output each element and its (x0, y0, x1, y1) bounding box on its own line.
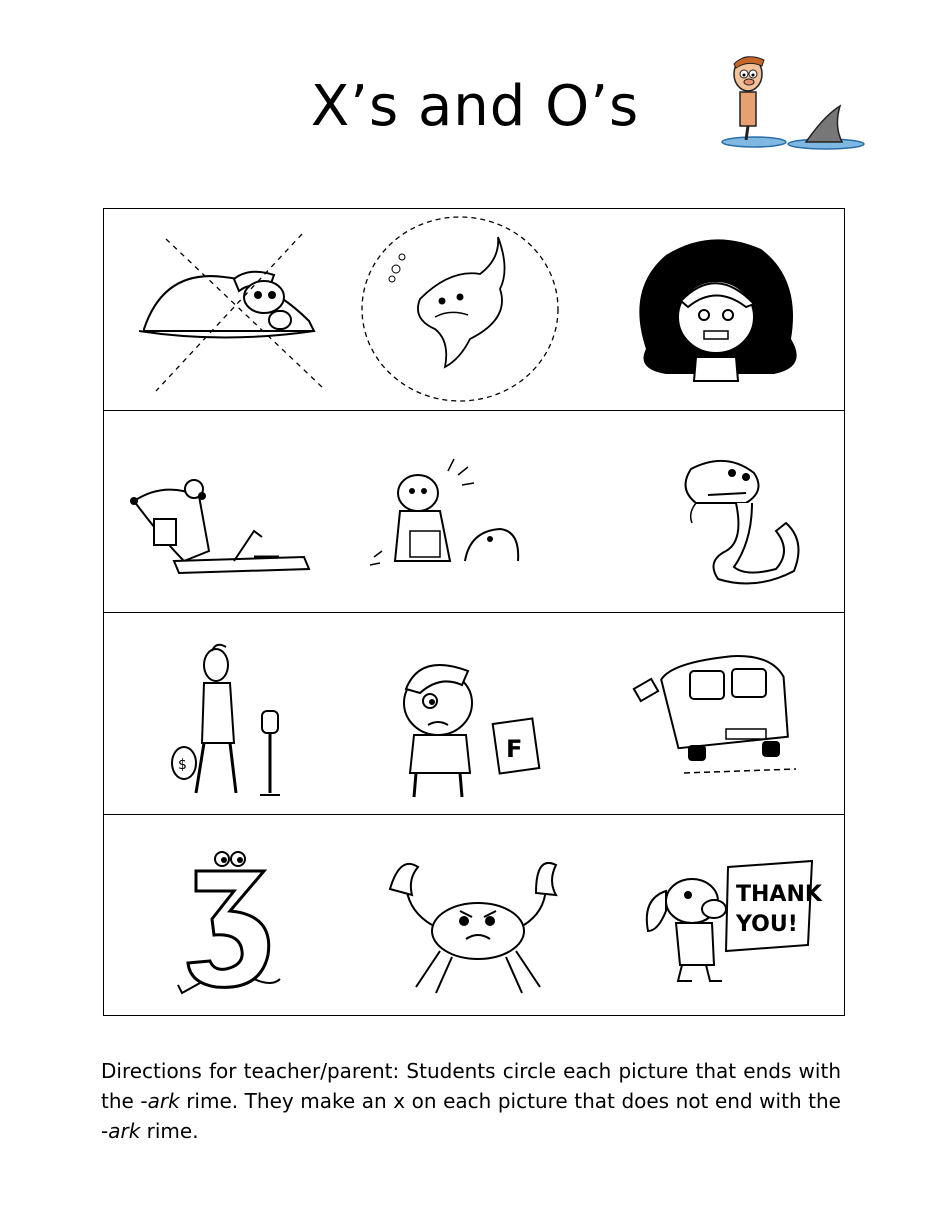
rime-word: ark (147, 1089, 180, 1113)
picture-row (104, 815, 844, 1017)
snake-icon (596, 411, 842, 611)
sign-text: THANK YOU! (736, 882, 822, 937)
van-cell[interactable] (596, 613, 842, 813)
dog-thank-you-icon (596, 815, 842, 1015)
park-meter-icon (104, 613, 350, 813)
ark-icon (104, 209, 350, 409)
shark-icon (350, 209, 596, 409)
man-and-shark-fin-icon (716, 54, 866, 154)
shark-cell[interactable] (350, 209, 596, 409)
bark-icon (350, 411, 596, 611)
svg-text:F: F (506, 735, 523, 763)
dark-icon (596, 209, 842, 409)
page-title: X’s and O’s (310, 74, 640, 139)
van-icon (596, 613, 842, 813)
rime-word: ark (108, 1119, 141, 1143)
crab-icon (350, 815, 596, 1015)
park-meter-cell[interactable] (104, 613, 350, 813)
rat-in-trap-icon (104, 411, 350, 611)
mark-grade-icon (350, 613, 596, 813)
picture-row (104, 613, 844, 815)
ark-cell[interactable] (104, 209, 350, 409)
picture-grid (103, 208, 845, 1016)
svg-text:$: $ (178, 757, 187, 773)
picture-row (104, 209, 844, 411)
directions-part-1: Directions for teacher/parent: Students circle each picture that ends with the - (101, 1059, 841, 1113)
dog-thank-you-cell[interactable] (596, 815, 842, 1015)
bark-cell[interactable] (350, 411, 596, 611)
directions-text (101, 1056, 841, 1146)
mark-grade-cell[interactable] (350, 613, 596, 813)
directions-part-3: rime. (140, 1119, 199, 1143)
rat-in-trap-cell[interactable] (104, 411, 350, 611)
directions-part-2: rime. They make an x on each picture that does not end with the - (101, 1089, 841, 1143)
dark-cell[interactable] (596, 209, 842, 409)
number-three-icon (104, 815, 350, 1015)
picture-row (104, 411, 844, 613)
snake-cell[interactable] (596, 411, 842, 611)
number-three-cell[interactable] (104, 815, 350, 1015)
crab-cell[interactable] (350, 815, 596, 1015)
